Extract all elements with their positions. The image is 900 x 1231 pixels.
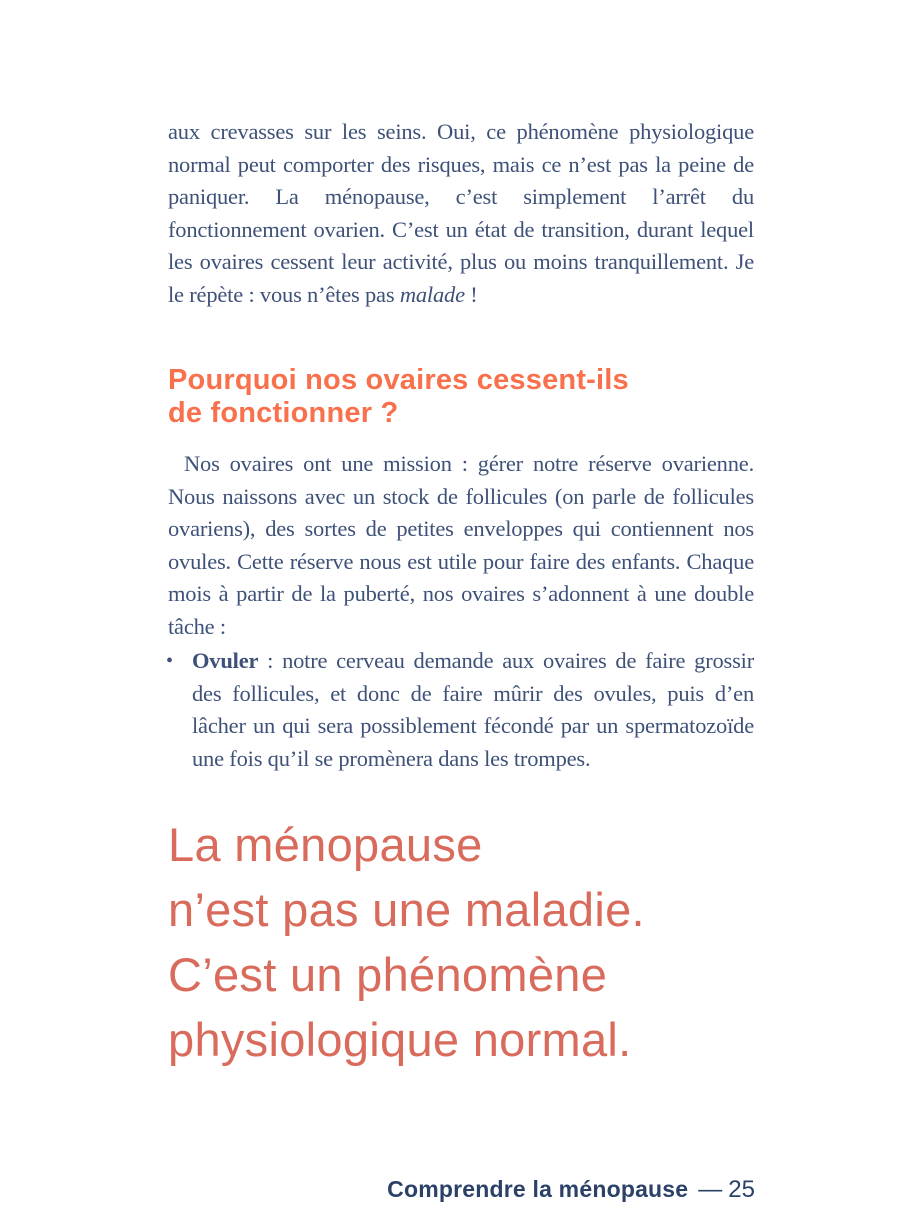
pull-quote <box>168 812 754 1072</box>
bullet-marker-icon: • <box>166 650 173 672</box>
body-paragraph: Nos ovaires ont une mission : gérer notre réserve ovarienne. Nous naissons avec un stock de follicules (on parle de follicules ovariens), des sortes de petites enveloppes qui contiennent nos ovules. Cette réserve nous est utile pour faire des enfants. Chaque mois à partir de la puberté, nos ovaires s’adonnent à une double tâche : <box>168 451 754 639</box>
intro-paragraph <box>168 116 754 311</box>
chapter-title: Comprendre la ménopause <box>387 1176 689 1202</box>
section-heading <box>168 364 754 430</box>
page-footer <box>387 1176 755 1204</box>
bullet-text: : notre cerveau demande aux ovaires de faire grossir des follicules, et donc de faire mûrir des ovules, puis d’en lâcher un qui sera possiblement fécondé par un spermatozoïde une fois qu’il se promènera dans les trompes. <box>192 648 754 771</box>
pull-quote-line: La ménopause <box>168 818 483 871</box>
intro-italic-word: malade <box>399 281 465 307</box>
section-heading-line1: Pourquoi nos ovaires cessent-ils <box>168 364 629 396</box>
bullet-term: Ovuler <box>192 648 259 673</box>
pull-quote-line: physiologique normal. <box>168 1013 632 1066</box>
section-heading-line2: de fonctionner ? <box>168 397 399 429</box>
pull-quote-line: n’est pas une maladie. <box>168 883 645 936</box>
bullet-list <box>168 645 754 775</box>
bullet-item <box>168 645 754 775</box>
intro-text: aux crevasses sur les seins. Oui, ce phénomène physiologique normal peut comporter des risques, mais ce n’est pas la peine de paniquer. La ménopause, c’est simplement l’arrêt du fonctionnement ovarien. C’est un état de transition, durant lequel les ovaires cessent leur activité, plus ou moins tranquillement. Je le répète : vous n’êtes pas <box>168 119 754 307</box>
footer-separator: — <box>698 1176 723 1203</box>
page-number: 25 <box>728 1176 755 1203</box>
intro-text-end: ! <box>464 281 478 307</box>
pull-quote-line: C’est un phénomène <box>168 948 608 1001</box>
page-content <box>168 116 754 1072</box>
